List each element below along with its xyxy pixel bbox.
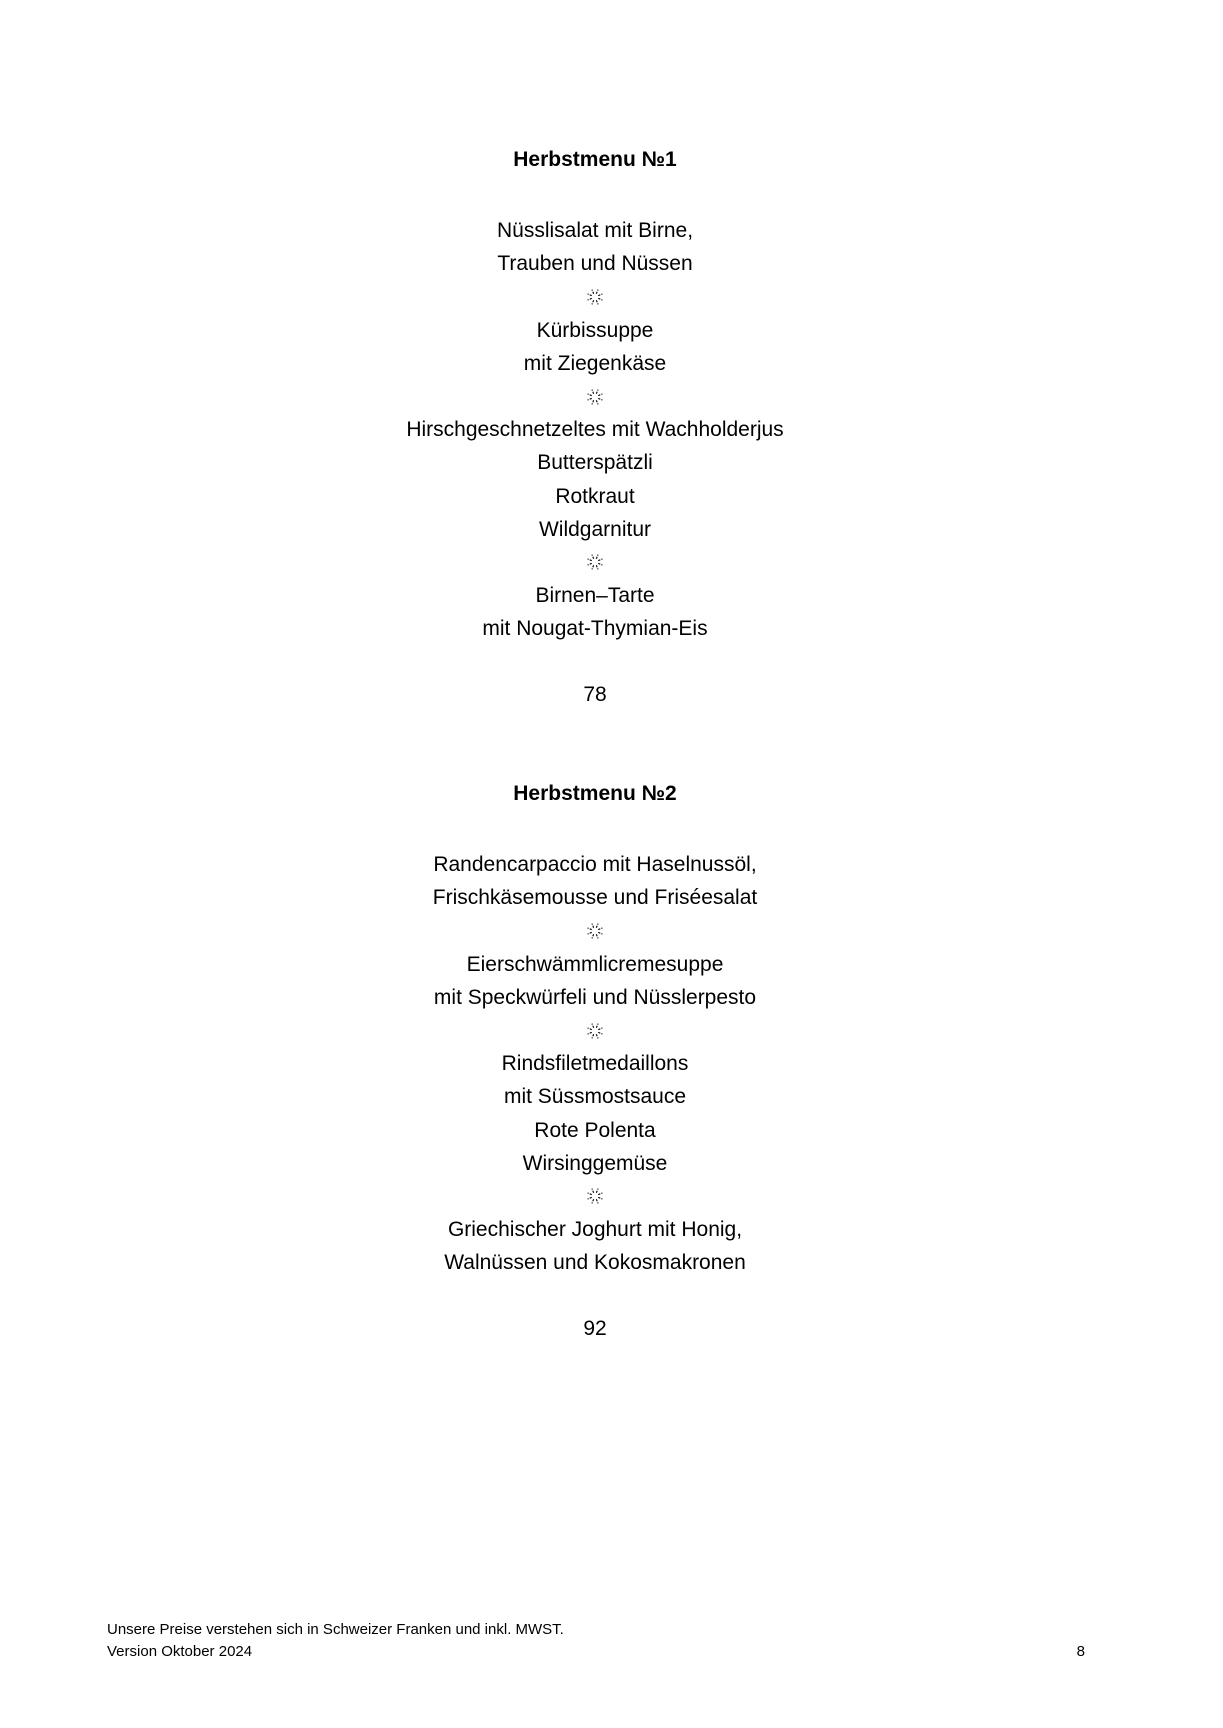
starburst-icon [584,386,606,408]
starburst-icon [584,920,606,942]
course-line: Rotkraut [555,484,635,508]
course-line: Rindsfiletmedaillons [501,1052,689,1076]
menu-courses [0,214,1190,645]
course-line: Griechischer Joghurt mit Honig, [447,1218,743,1242]
course-line: mit Speckwürfeli und Nüsslerpesto [433,985,757,1009]
footer-version: Version Oktober 2024 [107,1643,253,1660]
course-line: Butterspätzli [537,451,653,475]
course-separator [0,914,1190,947]
menu-title: Herbstmenu №2 [513,782,677,805]
course-line: Walnüssen und Kokosmakronen [444,1251,746,1275]
page-number: 8 [1076,1643,1085,1660]
starburst-icon [584,551,606,573]
menu-section [0,143,1190,711]
course-line: Trauben und Nüssen [497,252,693,276]
menu-section [0,777,1190,1345]
starburst-icon [584,1185,606,1207]
course-line: Hirschgeschnetzeltes mit Wachholderjus [406,418,784,442]
course-separator [0,546,1190,579]
footer-price-note: Unsere Preise verstehen sich in Schweizer Franken und inkl. MWST. [107,1621,564,1638]
course-separator [0,280,1190,313]
course-line: Rote Polenta [534,1118,656,1142]
course-separator [0,380,1190,413]
course-line: Wildgarnitur [538,517,652,541]
course-line: Eierschwämmlicremesuppe [466,952,724,976]
course-line: Randencarpaccio mit Haselnussöl, [433,853,757,876]
course-line: Birnen–Tarte [535,584,655,608]
menu-title: Herbstmenu №1 [513,148,677,171]
menu-price: 92 [583,1317,607,1341]
course-line: Nüsslisalat mit Birne, [496,219,694,242]
menu-price: 78 [583,683,607,707]
starburst-icon [584,286,606,308]
course-line: Frischkäsemousse und Friséesalat [432,886,758,910]
course-separator [0,1014,1190,1047]
footer [107,1619,564,1663]
course-line: mit Nougat-Thymian-Eis [482,617,708,641]
course-separator [0,1180,1190,1213]
course-line: mit Ziegenkäse [523,351,667,375]
course-line: mit Süssmostsauce [503,1085,687,1109]
menu-courses [0,848,1190,1279]
course-line: Kürbissuppe [536,318,654,342]
course-line: Wirsinggemüse [522,1151,668,1175]
starburst-icon [584,1020,606,1042]
